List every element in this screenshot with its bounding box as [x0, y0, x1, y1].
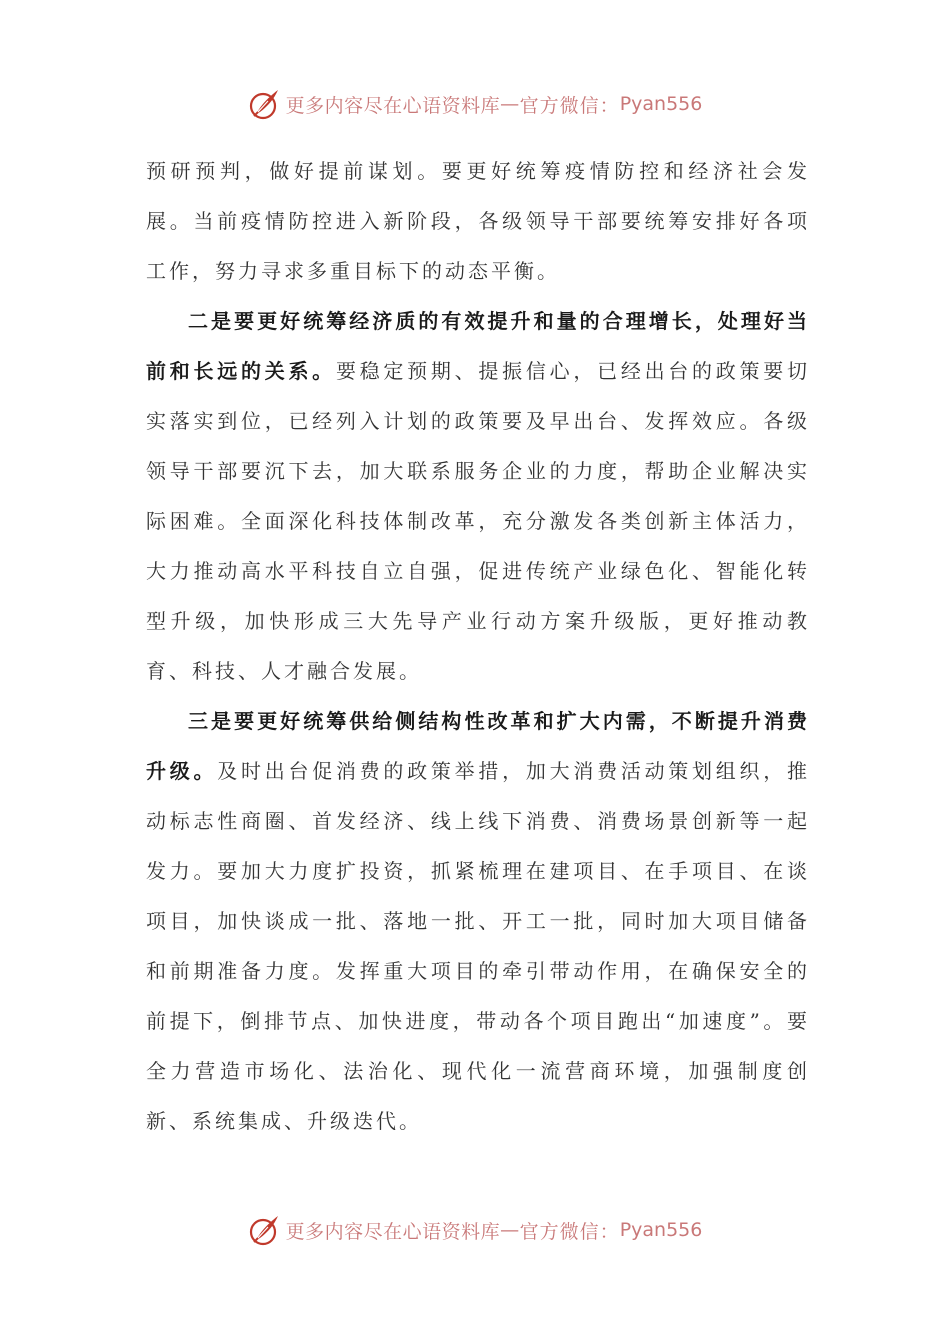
paragraph-1	[146, 146, 810, 296]
paragraph-text: 预研预判，做好提前谋划。要更好统筹疫情防控和经济社会发展。当前疫情防控进入新阶段，各级领导干部要统筹安排好各项工作，努力寻求多重目标下的动态平衡。	[146, 159, 810, 283]
paragraph-text: 及时出台促消费的政策举措，加大消费活动策划组织，推动标志性商圈、首发经济、线上线下消费、消费场景创新等一起发力。要加大力度扩投资，抓紧梳理在建项目、在手项目、在谈项目，加快谈成一批、落地一批、开工一批，同时加大项目储备和前期准备力度。发挥重大项目的牵引带动作用，在确保安全的前提下，倒排节点、加快进度，带动各个项目跑出“加速度”。要全力营造市场化、法治化、现代化一流营商环境，加强制度创新、系统集成、升级迭代。	[146, 759, 811, 1133]
quill-pen-logo-icon	[248, 87, 282, 121]
wechat-id: Pyan556	[619, 93, 703, 115]
paragraph-lead: 三是要更好统筹供给侧结构性改革和扩大内需，不断提升消费升级。	[146, 709, 810, 783]
footer-banner	[0, 1212, 950, 1248]
dash: —	[500, 1219, 520, 1241]
paragraph-text: 要稳定预期、提振信心，已经出台的政策要切实落实到位，已经列入计划的政策要及早出台、发挥效应。各级领导干部要沉下去，加大联系服务企业的力度，帮助企业解决实际困难。全面深化科技体制改革，充分激发各类创新主体活力，大力推动高水平科技自立自强，促进传统产业绿色化、智能化转型升级，加快形成三大先导产业行动方案升级版，更好推动教育、科技、人才融合发展。	[146, 359, 811, 683]
wechat-label: 官方微信：	[519, 94, 620, 117]
header-banner	[0, 86, 950, 122]
wechat-label: 官方微信：	[519, 1220, 620, 1243]
brand-text: 更多内容尽在心语资料库	[285, 94, 501, 117]
dash: —	[500, 93, 520, 115]
wechat-id: Pyan556	[619, 1219, 703, 1241]
brand-text: 更多内容尽在心语资料库	[285, 1220, 501, 1243]
document-body	[146, 146, 810, 1146]
quill-pen-logo-icon	[248, 1213, 282, 1247]
paragraph-3	[146, 696, 810, 1146]
paragraph-2	[146, 296, 810, 696]
paragraph-lead: 二是要更好统筹经济质的有效提升和量的合理增长，处理好当前和长远的关系。	[146, 309, 810, 383]
